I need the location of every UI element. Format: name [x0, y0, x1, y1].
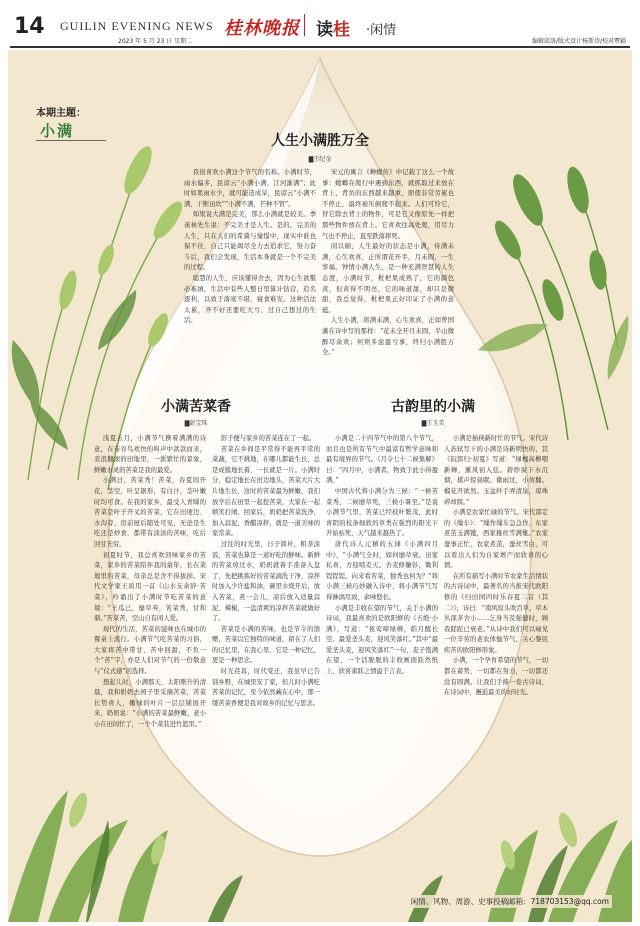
article3-paragraph: 小满是插秧新时忙的节气。宋代诗人苏轼写下的小满是诗新明快的，其《阮郎归·初夏》写道：“绿槐高柳咽新蝉，薰风初入弦。碧纱窗下水沉烟，棋声惊昼眠。微雨过，小荷翻。榴花开欲然。玉盆纤手弄清泉，琼珠碎却圆。” — [444, 435, 548, 506]
editor-credits: 编辑邱洛/版式设计杨斯诗/校对覃疆 — [531, 38, 626, 45]
section-subtitle: ·闲情 — [366, 23, 397, 38]
article3-paragraph: 唐代诗人元稹的五律《小满四月中》，“小满气全时，如何靡草衰。田家私喜，方迎啮麦天。杏麦修镰钐，锄利锃锃锃。向来看苦菜，独秀也何为？”将小满三候巧妙融入诗中，将小满节气写得淋漓尽致，余味悠长。 — [326, 540, 438, 601]
article2-paragraph: 过往的时光里，日子简朴，粗茶淡饭，苦菜也算是一道好吃的鲜味。新鲜的苦菜焯过水，奶奶就着手准备入盘了，先把挑拣好的苦菜滴洗干净，凉拌时加入少许盐和油，碗里水烧开后，放入苦菜，煮一会儿，凉后放入适量蒜泥、辣椒，一盘清爽的凉拌苦菜就做好了。 — [212, 540, 320, 623]
article2-column-right — [212, 434, 320, 834]
article2-paragraph: 影子便与家乡的苦菜连在了一起。 — [220, 435, 316, 442]
article1-byline: ▇王纪金 — [308, 156, 332, 163]
masthead — [0, 0, 640, 48]
article1-paragraph: 人生小满，将满未满，心生欢喜，正如曾国藩在诗中写的那样：“花未全开月未圆，半山微醉尽余欢；何须多虑盈亏事，终归小满胜万全。” — [322, 317, 454, 357]
section-name-highlight: 桂 — [333, 20, 350, 40]
date-line: 2023 年 5 月 23 日 星期二 — [118, 38, 193, 45]
topic-name: 小满 — [40, 122, 75, 140]
article1-paragraph: 闲以刷，人生最好的状态是小满，待满未满，心生欢喜，正所谓花开半，月未圆，一生享福。钟情小满人生，是一种充满智慧的人生态度，小满时节，枇杷果成熟了，它的颜色黄，但黄得不明亮，它的味道甜，却只是微甜，我总觉得，枇杷果正好印证了小满的意蕴。 — [322, 243, 454, 314]
brand-divider — [304, 14, 305, 36]
article2-byline: ▇彭宝珠 — [184, 420, 208, 427]
article1-paragraph: 我很喜欢小满这个节气的名称。小满时节，雨水偏多，民谚云“小满小满，江河渐满”；此时如果雨水少，就可能造成旱，民谚云“小满不满，干断田坎”“小满不满，芒种不管”。 — [184, 169, 316, 208]
article2-paragraph: 时光荏苒，时代变迁，我虽早已告别乡野，在城里安了家，但儿时小满吃苦菜的记忆，至今依然藏在心中，那一缕苦菜香便是我对故乡的记忆与思念。 — [212, 668, 320, 707]
topic-label: 本期主题： — [36, 108, 86, 119]
page-number: 14 — [14, 14, 45, 39]
article2-paragraph: 小满日，苦菜秀！苦菜，春夏间开花，茎空，叶呈锯形，有白汁，茎叶嫩时均可食。在我的家乡，最受人青睐的苦菜是叶子开叉的苦菜，它在田埂边、水沟旁、房前屋后随处可见，无论是生吃还是炒食，都带有淡淡的苦味，吃后回甘无穷。 — [94, 477, 206, 548]
article3-column-left — [326, 434, 438, 834]
article3-byline: ▇王玉美 — [421, 420, 445, 427]
article3-paragraph: 小满是丰收在望的节气，关于小满的诗词，我最喜欢的是欧阳修的《五绝·小满》，写道：“夜莺啼绿柳，皓月醒长空。最爱垄头麦，迎风笑落红。”其中“最爱垄头麦，迎风笑落红”一句，麦子饱满在望，一个活脱脱的丰收画面跃然纸上，欣喜雀跃之情溢于言表。 — [326, 604, 438, 676]
masthead-rule — [10, 46, 630, 48]
article1-paragraph: 如果说大满是完美，那么小满就是较美。季羡林先生说：不完美才是人生。是的，完美的人生，只在人们的希冀与憧憬中，现实中谁也保不住，自己只能竭尽全力去追求它，努力奋斗后，我们会发现，生活本身就是一个不完美的过程。 — [184, 211, 316, 272]
page-body — [8, 50, 632, 922]
article1-column-right — [322, 168, 454, 400]
article1-paragraph: 聪慧的人生，应该懂得舍去，因为心生欲壑必难填，生活中有些人整日里算计钻营，追名逐利，以致于落寞不堪，寝食难安。这种活法太累，齐不好还要吃大亏，过自己想过的生活。 — [184, 274, 316, 325]
article1-column-left — [184, 168, 316, 400]
article2-paragraph: 浅夏五月，小满节气携着满满的诗意，在布谷鸟欢快的叫声中款款而来，麦浪翻滚的田地里，一派繁忙的景象，鲜嫩水灵的苦菜是我的最爱。 — [94, 435, 206, 474]
article2-title: 小满苦菜香 — [161, 399, 231, 415]
article2-paragraph: 想起儿时，小满那天，太阳刚升的清晨，我和奶奶去园子里采摘苦菜，苦菜长势喜人，嫩绿的叶片一层层铺展开来，奶奶说：“小满的苦菜最鲜嫩，老小小在田间忙了，一个个菜装进竹篮里。” — [94, 678, 206, 729]
article2-paragraph: 苦菜在乡间是平常得不能再平常的菜蔬，它不挑地，在哪儿都能生长，总是成簇地长着，一长就是一片。小满时分，稳定地长在田边地头，苦菜大片大片地生长，这时的苦菜最为鲜嫩，我们放学后在田里一起挖苦菜，大家在一起嬉笑打闹，回家后，奶奶把苦菜洗净，加入蒜泥、香醋凉拌，就是一道美味的家常菜。 — [212, 445, 320, 538]
article2-paragraph: 初夏时节，我总喜欢回味家乡的苦菜，家乡的苦菜陪伴我的童年，长在菜地里的苦菜，母亲总是舍不得拔掉。宋代文学家王质用一首《山水友余辞·苦菜》，吟诵出了小满时节吃苦菜的意境：“王瓜已，靡草弃，苦菜秀，甘和鼎。”苦菜苦，空山自有闲人爱。 — [94, 551, 206, 623]
article2-paragraph: 现代的生活，苦菜的滋味也在城市的餐桌上流行。小满节气吃苦菜的习俗，大家将苦中带甘、苦中回甜，不负一个“苦”字，亦是人们对节气的一份敬意与“仪式感”的选择。 — [94, 625, 206, 676]
brand-logo: 桂林晚报 — [224, 18, 300, 39]
section-name-text: 读桂 — [316, 20, 350, 40]
article3-paragraph: 小满是二十四节气中的第八个节气，而且也是所有节气中最富有哲学意味和最有境界的节气。《月令七十二候集解》曰：“四月中，小满者，物致于此小得盈满。” — [326, 435, 438, 485]
topic-divider — [36, 140, 106, 141]
article3-column-right — [444, 434, 548, 834]
section-name — [316, 15, 350, 40]
article2-paragraph: 苦菜是小满的苦味，也是节令的馈赠，苦菜以它独特的味道，留在了人们的记忆里，在我心里，它是一种记忆，更是一种思念。 — [212, 625, 320, 665]
article3-paragraph: 中国古代将小满分为三候：“一候苦菜秀，二候靡草死，三候小暑至。”是说小满节气里，苦菜已经枝叶繁茂，此时喜阴的枝条细软的草类在强烈的阳光下开始枯死，天气越来越热了。 — [326, 487, 438, 538]
article3-paragraph: 在所有描写小满时节农家生活情状的古诗词中，最著名的当推宋代欧阳修的《归田园四时乐春夏二首（其二）》，诗曰：“南风原头吹百草，草木丛深茅舍小……乞身当及强健时，顾我蹉跎已衰老。”从诗中我们可以窥见一位辛劳的老农体恤节气，关心黎民疾苦的欧阳修形象。 — [444, 572, 548, 654]
article1-title: 人生小满胜万全 — [271, 133, 369, 149]
paper-name-en: GUILIN EVENING NEWS — [60, 19, 214, 33]
article1-paragraph: 宋元的寓言《蝉螳传》中记载了这么一个故事：螳螂在爬行中遇到东西，就抓取过来放在背上，背负的东西越来越重，即使非常劳累也不停止，最终被压倒爬不起来。人们可怜它，替它除去背上的物件，可是它又像原先一样把那些物件放在背上。它喜欢往高处爬，用尽力气也不停止，直至跌落摔死。 — [322, 169, 454, 240]
article2-column-left — [94, 434, 206, 834]
article3-paragraph: 小满，一个孕育希望的节气，一切都在蓄势，一切都在努力，一切都还没有圆满。让我们手捧一卷古诗词，在诗词中，邂逅最美的好时光。 — [444, 657, 548, 697]
article3-title: 古韵里的小满 — [391, 399, 475, 415]
submission-contact: 闲情、风物、周游、史事投稿邮箱：718703153@qq.com — [408, 895, 612, 908]
article3-paragraph: 小满是农家忙碌的节气。宋代邵定的《缫车》：“缫作缫车急急作，东家煮茧玉满镬，西家捲丝雪满篗。”农家蚕事正忙，农家煮茧，蚕丝雪白，可以看出人们为自家增产而欣喜的心情。 — [444, 509, 548, 570]
